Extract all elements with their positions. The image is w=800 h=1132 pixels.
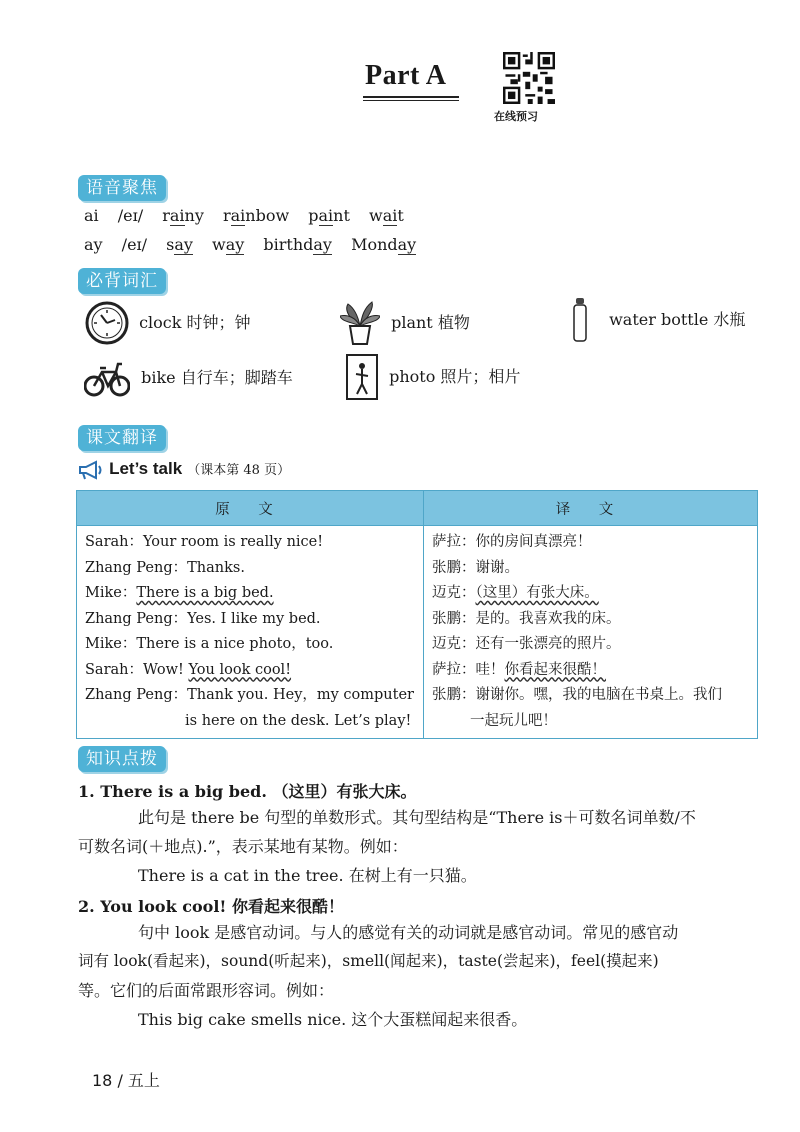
lets-talk-heading bbox=[78, 459, 290, 480]
dialogue-line: is here on the desk. Let’s play! bbox=[185, 712, 412, 729]
title-underline bbox=[363, 96, 459, 98]
megaphone-icon bbox=[78, 460, 104, 480]
qr-label: 在线预习 bbox=[494, 110, 538, 123]
dialogue-line: Zhang Peng：Thanks. bbox=[85, 559, 245, 576]
translation-text-column bbox=[424, 526, 758, 739]
phonics-word: birthday bbox=[263, 235, 332, 254]
textbook-page-ref: （课本第 48 页） bbox=[187, 463, 291, 478]
column-header-translation: 译 文 bbox=[424, 491, 758, 526]
translation-line: 张鹏：谢谢。 bbox=[432, 559, 519, 576]
explanation-text: 此句是 there be 句型的单数形式。其句型结构是“There is＋可数名词单数/不 bbox=[138, 808, 696, 827]
photo-icon bbox=[346, 354, 378, 400]
key-sentence: 你看起来很酷！ bbox=[504, 661, 606, 678]
page-number: 18 / 五上 bbox=[92, 1071, 160, 1090]
phonics-word: rainbow bbox=[222, 206, 290, 225]
clock-icon bbox=[84, 300, 130, 346]
qr-code-icon[interactable] bbox=[503, 52, 555, 104]
vocab-item-plant bbox=[340, 300, 470, 346]
key-sentence: （这里）有张大床。 bbox=[475, 585, 599, 601]
section-tag-knowledge: 知识点拨 bbox=[78, 746, 166, 772]
column-header-original: 原 文 bbox=[77, 491, 424, 526]
vocab-text: photo 照片；相片 bbox=[389, 366, 521, 386]
dialogue-line: Mike：There is a nice photo，too. bbox=[85, 636, 334, 652]
phonics-word: rainy bbox=[162, 206, 204, 225]
dialogue-table bbox=[76, 490, 758, 739]
dialogue-line: Sarah：Wow! You look cool! bbox=[85, 661, 292, 678]
key-sentence: You look cool! bbox=[188, 661, 292, 678]
point-1-body bbox=[78, 803, 768, 890]
vocab-text: plant 植物 bbox=[391, 312, 470, 332]
example-sentence: This big cake smells nice. 这个大蛋糕闻起来很香。 bbox=[138, 1010, 528, 1029]
phonics-word: say bbox=[166, 235, 193, 254]
title-underline-2 bbox=[363, 100, 459, 101]
vocab-text: clock 时钟；钟 bbox=[139, 312, 251, 332]
point-1-title: 1. There is a big bed. （这里）有张大床。 bbox=[78, 782, 417, 801]
dialogue-line: Zhang Peng：Yes. I like my bed. bbox=[85, 610, 321, 627]
explanation-text: 句中 look 是感官动词。与人的感觉有关的动词就是感官动词。常见的感官动 bbox=[138, 923, 679, 942]
phonics-symbol: /eɪ/ bbox=[117, 206, 144, 225]
phonics-symbol: /eɪ/ bbox=[121, 235, 148, 254]
point-2-title: 2. You look cool! 你看起来很酷！ bbox=[78, 897, 345, 916]
phonics-row-ay bbox=[84, 235, 430, 254]
bike-icon bbox=[84, 356, 130, 400]
phonics-word: paint bbox=[308, 206, 350, 225]
page-title: Part A bbox=[365, 60, 447, 92]
section-tag-vocab: 必背词汇 bbox=[78, 268, 166, 294]
translation-line: 一起玩儿吧！ bbox=[470, 712, 557, 729]
point-2-body bbox=[78, 918, 768, 1034]
dialogue-line: Sarah：Your room is really nice! bbox=[85, 534, 324, 550]
translation-line: 张鹏：谢谢你。嘿，我的电脑在书桌上。我们 bbox=[432, 687, 722, 703]
phonics-word: Monday bbox=[351, 235, 417, 254]
vocab-item-clock bbox=[84, 300, 251, 346]
explanation-text: 可数名词(＋地点).”，表示某地有某物。例如： bbox=[78, 837, 408, 856]
section-tag-phonics: 语音聚焦 bbox=[78, 175, 166, 201]
dialogue-line: Zhang Peng：Thank you. Hey，my computer bbox=[85, 687, 414, 703]
section-tag-translation: 课文翻译 bbox=[78, 425, 166, 451]
phonics-letters: ai bbox=[84, 206, 99, 225]
vocab-text: bike 自行车；脚踏车 bbox=[141, 367, 293, 387]
vocab-item-photo bbox=[346, 354, 520, 400]
vocab-item-water-bottle bbox=[572, 297, 745, 343]
translation-line: 迈克：还有一张漂亮的照片。 bbox=[432, 636, 621, 652]
translation-line: 萨拉：你的房间真漂亮！ bbox=[432, 534, 592, 550]
key-sentence: There is a big bed. bbox=[136, 585, 274, 601]
translation-line: 张鹏：是的。我喜欢我的床。 bbox=[432, 610, 621, 627]
vocab-item-bike bbox=[84, 356, 293, 400]
phonics-word: wait bbox=[368, 206, 404, 225]
translation-line: 萨拉：哇！你看起来很酷！ bbox=[432, 661, 606, 678]
water-bottle-icon bbox=[572, 297, 588, 343]
explanation-text: 等。它们的后面常跟形容词。例如： bbox=[78, 981, 335, 1000]
phonics-word: way bbox=[212, 235, 245, 254]
translation-line: 迈克：（这里）有张大床。 bbox=[432, 585, 599, 601]
example-sentence: There is a cat in the tree. 在树上有一只猫。 bbox=[138, 866, 477, 885]
dialogue-line: Mike：There is a big bed. bbox=[85, 585, 274, 601]
explanation-text: 词有 look(看起来)，sound(听起来)，smell(闻起来)，taste(尝起来)，feel(摸起来) bbox=[78, 952, 659, 970]
phonics-letters: ay bbox=[84, 235, 103, 254]
original-text-column bbox=[77, 526, 424, 739]
phonics-row-ai bbox=[84, 206, 418, 225]
section-title: Let’s talk bbox=[109, 459, 183, 478]
vocab-text: water bottle 水瓶 bbox=[609, 309, 746, 329]
plant-icon bbox=[340, 300, 380, 346]
